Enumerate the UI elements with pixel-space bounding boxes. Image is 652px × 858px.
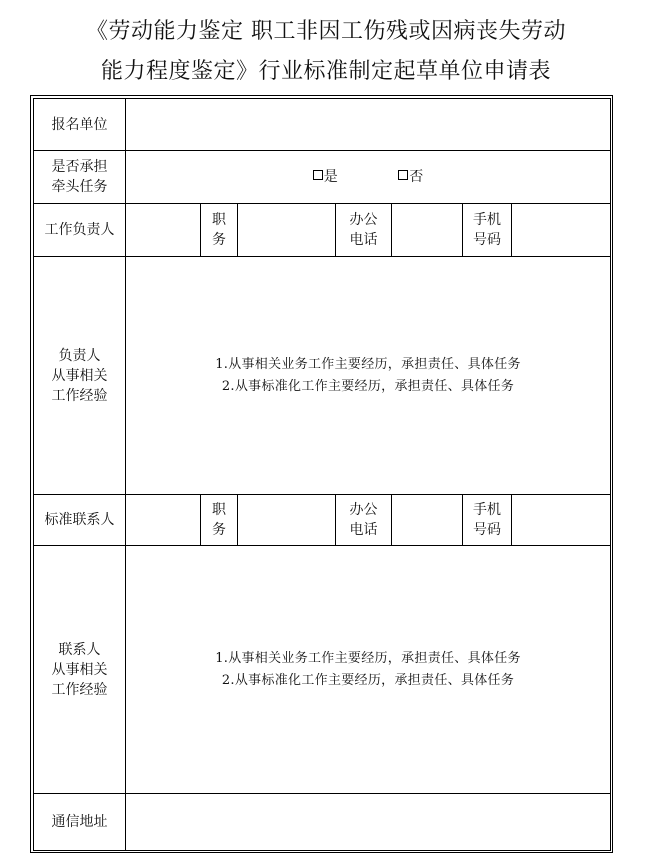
contact-experience-label: 联系人 从事相关 工作经验 <box>34 546 126 794</box>
address-input-cell[interactable] <box>126 794 611 851</box>
row-lead-task <box>34 151 611 204</box>
unit-input-cell[interactable] <box>126 99 611 151</box>
contact-office-phone-cell[interactable] <box>392 495 463 546</box>
option-yes-label: 是 <box>323 169 338 185</box>
address-label: 通信地址 <box>34 794 126 851</box>
responsible-mobile-cell[interactable] <box>512 204 611 257</box>
contact-position-label: 职 务 <box>201 495 238 546</box>
responsible-position-cell[interactable] <box>238 204 336 257</box>
form-title-line-2: 能力程度鉴定》行业标准制定起草单位申请表 <box>100 59 551 84</box>
contact-experience-cell[interactable] <box>126 546 611 794</box>
standard-contact-label: 标准联系人 <box>34 495 126 546</box>
form-title-line-1: 《劳动能力鉴定 职工非因工伤残或因病丧失劳动 <box>86 19 566 44</box>
contact-experience-item-1: 1.从事相关业务工作主要经历，承担责任、具体任务 <box>215 650 521 666</box>
responsible-experience-item-2: 2.从事标准化工作主要经历，承担责任、具体任务 <box>221 378 515 394</box>
row-responsible-person <box>34 204 611 257</box>
lead-task-option-yes[interactable] <box>313 167 338 187</box>
row-standard-contact <box>34 495 611 546</box>
responsible-position-label: 职 务 <box>201 204 238 257</box>
responsible-office-phone-label: 办公 电话 <box>336 204 392 257</box>
row-responsible-experience <box>34 257 611 495</box>
responsible-experience-item-1: 1.从事相关业务工作主要经历，承担责任、具体任务 <box>215 356 521 372</box>
row-contact-experience <box>34 546 611 794</box>
checkbox-no[interactable] <box>398 170 408 180</box>
contact-office-phone-label: 办公 电话 <box>336 495 392 546</box>
responsible-mobile-label: 手机 号码 <box>463 204 512 257</box>
lead-task-options-cell <box>126 151 611 204</box>
responsible-experience-label: 负责人 从事相关 工作经验 <box>34 257 126 495</box>
application-form-table <box>33 98 611 851</box>
row-unit <box>34 99 611 151</box>
contact-experience-item-2: 2.从事标准化工作主要经历，承担责任、具体任务 <box>221 672 515 688</box>
contact-mobile-label: 手机 号码 <box>463 495 512 546</box>
contact-mobile-cell[interactable] <box>512 495 611 546</box>
responsible-experience-cell[interactable] <box>126 257 611 495</box>
unit-label: 报名单位 <box>34 99 126 151</box>
responsible-office-phone-cell[interactable] <box>392 204 463 257</box>
responsible-person-label: 工作负责人 <box>34 204 126 257</box>
option-no-label: 否 <box>409 169 424 185</box>
contact-position-cell[interactable] <box>238 495 336 546</box>
row-address <box>34 794 611 851</box>
responsible-person-name-cell[interactable] <box>126 204 201 257</box>
standard-contact-name-cell[interactable] <box>126 495 201 546</box>
lead-task-option-no[interactable] <box>398 167 423 187</box>
lead-task-label: 是否承担 牵头任务 <box>34 151 126 204</box>
checkbox-yes[interactable] <box>313 170 323 180</box>
